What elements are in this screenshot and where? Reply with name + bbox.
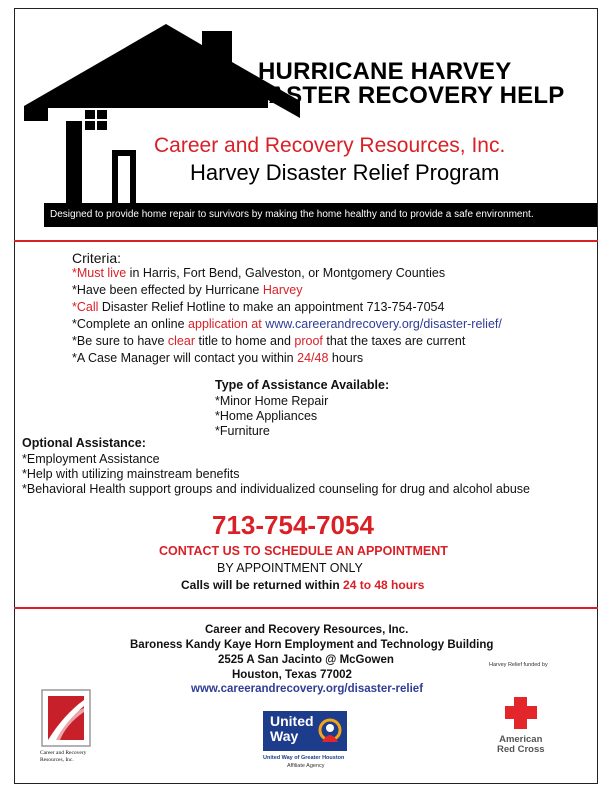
- red-cross-wordmark: American Red Cross: [497, 734, 545, 755]
- headline-line2: DISASTER RECOVERY HELP: [228, 82, 565, 109]
- assistance-item: *Furniture: [215, 424, 270, 438]
- phone-number[interactable]: 713-754-7054: [212, 510, 374, 540]
- criteria-item: *Have been effected by Hurricane Harvey: [72, 283, 303, 297]
- career-recovery-logo-icon: [40, 688, 92, 748]
- united-way-wordmark: United Way: [270, 713, 314, 744]
- funded-by-label: Harvey Relief funded by: [489, 662, 548, 668]
- assistance-item: *Minor Home Repair: [215, 394, 329, 408]
- assistance-heading: Type of Assistance Available:: [215, 378, 390, 392]
- red-cross-icon: [503, 695, 539, 731]
- optional-item: *Behavioral Health support groups and individualized counseling for drug and alcohol abuse: [22, 482, 530, 496]
- callback-note: Calls will be returned within 24 to 48 hours: [181, 578, 425, 592]
- address-building: Baroness Kandy Kaye Horn Employment and Technology Building: [130, 639, 494, 651]
- criteria-item: *Complete an online application at www.careerandrecovery.org/disaster-relief/: [72, 317, 502, 331]
- criteria-heading: Criteria:: [72, 250, 122, 266]
- united-way-caption: United Way of Greater Houston: [263, 755, 345, 761]
- optional-item: *Employment Assistance: [22, 452, 160, 466]
- criteria-item: *Be sure to have clear title to home and proof that the taxes are current: [72, 334, 466, 348]
- address-city: Houston, Texas 77002: [232, 669, 352, 681]
- cr-caption: Career and Recovery Resources, Inc.: [40, 750, 87, 763]
- divider-top: [14, 240, 598, 242]
- contact-cta: CONTACT US TO SCHEDULE AN APPOINTMENT: [159, 544, 448, 558]
- application-link[interactable]: www.careerandrecovery.org/disaster-relief/: [265, 317, 502, 331]
- website-link[interactable]: www.careerandrecovery.org/disaster-relief: [191, 683, 424, 695]
- criteria-item: *A Case Manager will contact you within 24/48 hours: [72, 351, 364, 365]
- optional-item: *Help with utilizing mainstream benefits: [22, 467, 240, 481]
- divider-bottom: [14, 607, 598, 609]
- united-way-affiliate: Affiliate Agency: [287, 763, 325, 769]
- united-way-hand-icon: [316, 716, 344, 748]
- address-street: 2525 A San Jacinto @ McGowen: [218, 654, 394, 666]
- optional-heading: Optional Assistance:: [22, 436, 146, 450]
- criteria-item: *Must live in Harris, Fort Bend, Galveston, or Montgomery Counties: [72, 266, 446, 280]
- by-appointment-note: BY APPOINTMENT ONLY: [217, 561, 363, 575]
- address-org: Career and Recovery Resources, Inc.: [205, 624, 409, 636]
- headline-line1: HURRICANE HARVEY: [258, 58, 512, 85]
- org-name: Career and Recovery Resources, Inc.: [154, 134, 506, 157]
- program-name: Harvey Disaster Relief Program: [190, 160, 500, 185]
- tagline: Designed to provide home repair to survivors by making the home healthy and to provide a safe environment.: [50, 209, 534, 220]
- assistance-item: *Home Appliances: [215, 409, 318, 423]
- criteria-item: *Call Disaster Relief Hotline to make an appointment 713-754-7054: [72, 300, 445, 314]
